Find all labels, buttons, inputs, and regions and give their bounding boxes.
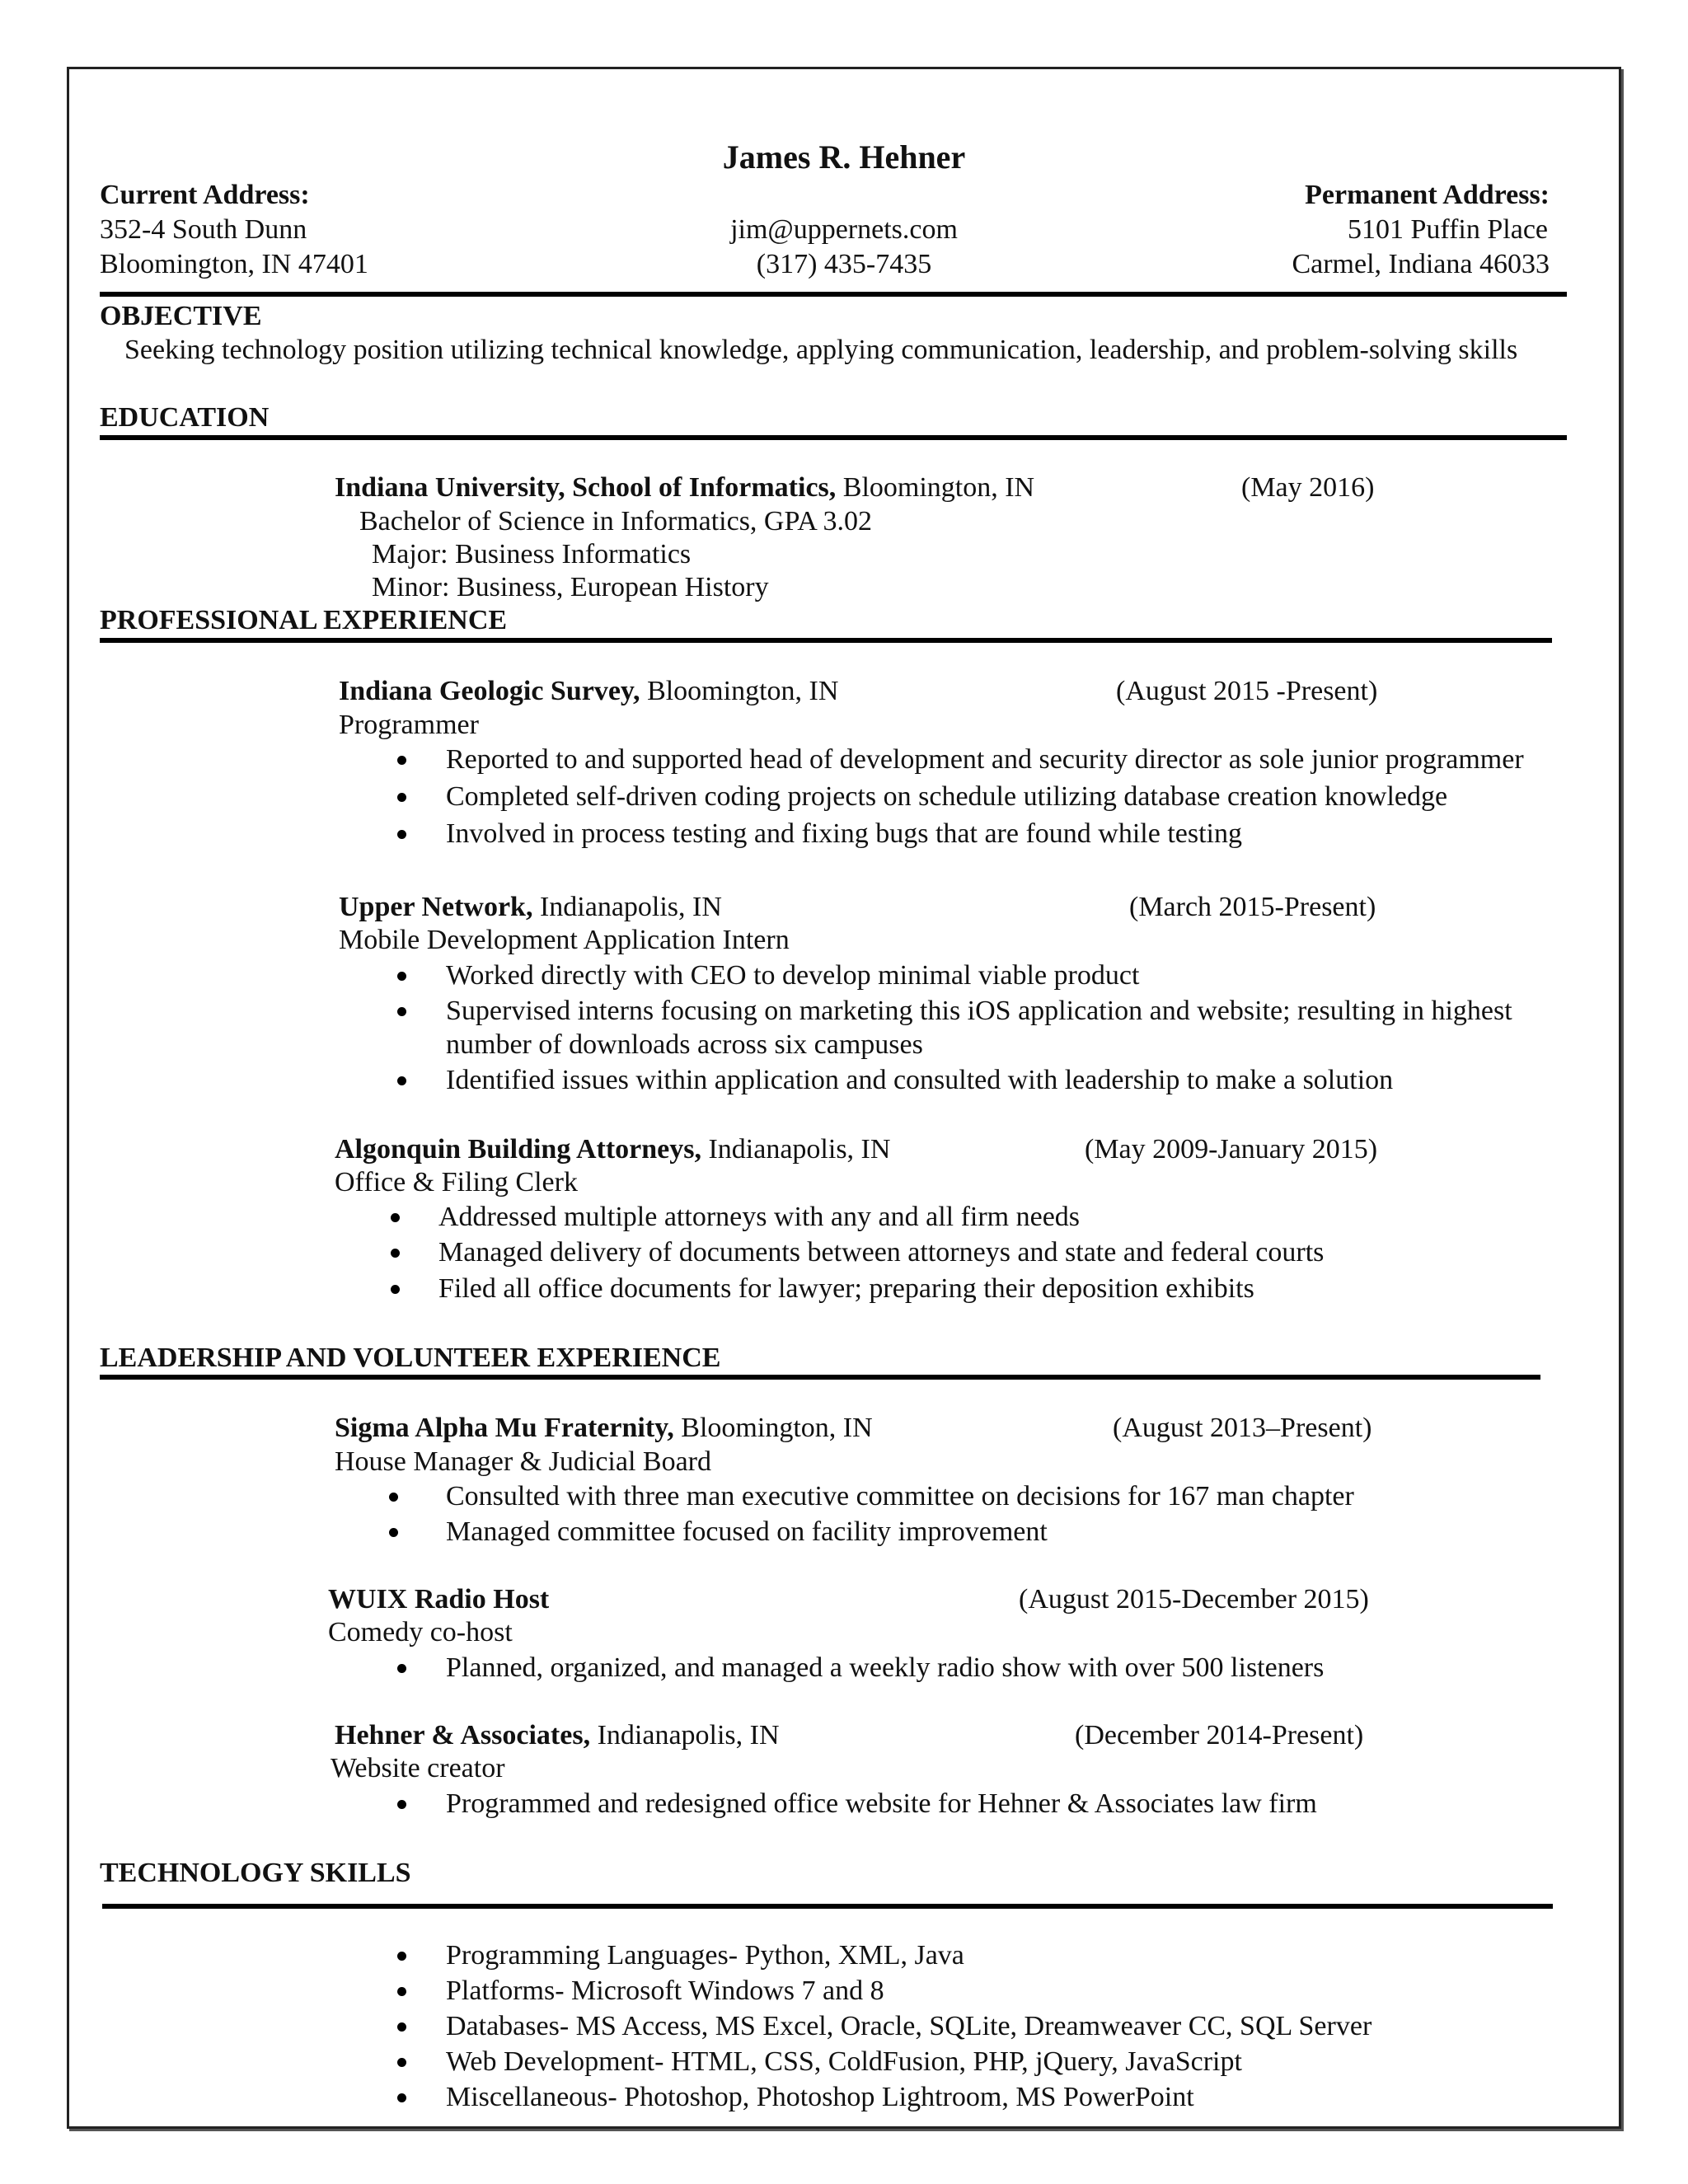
leadership-role: Comedy co-host	[328, 1617, 513, 1647]
job-bullet: Addressed multiple attorneys with any and all firm needs	[438, 1202, 1081, 1232]
bullet-icon	[397, 1800, 406, 1809]
permanent-address-line1: 5101 Puffin Place	[1347, 214, 1548, 245]
professional-rule	[100, 638, 1552, 643]
leadership-title-line	[335, 1719, 780, 1752]
job-org: Algonquin Building Attorneys,	[335, 1134, 701, 1165]
education-school-line	[335, 471, 1034, 504]
skill-item: Miscellaneous- Photoshop, Photoshop Lightroom, MS PowerPoint	[446, 2082, 1194, 2112]
bullet-icon	[391, 1213, 400, 1222]
job-title-line	[335, 1133, 890, 1166]
bullet-icon	[391, 1285, 400, 1294]
permanent-address-line2: Carmel, Indiana 46033	[1292, 249, 1550, 279]
job-bullet: Managed delivery of documents between attorneys and state and federal courts	[438, 1237, 1325, 1268]
job-role: Programmer	[339, 710, 479, 740]
leadership-org: Sigma Alpha Mu Fraternity,	[335, 1413, 674, 1443]
bullet-icon	[397, 972, 406, 981]
bullet-icon	[397, 1952, 406, 1961]
leadership-role: House Manager & Judicial Board	[335, 1446, 711, 1477]
leadership-title-line	[335, 1412, 873, 1445]
bullet-icon	[397, 1664, 406, 1673]
job-bullet: Worked directly with CEO to develop minimal viable product	[446, 960, 1140, 991]
candidate-name: James R. Hehner	[722, 138, 966, 176]
job-bullet: Involved in process testing and fixing bugs that are found while testing	[446, 818, 1242, 849]
bullet-icon	[397, 2022, 406, 2032]
bullet-icon	[397, 793, 406, 802]
current-address-line1: 352-4 South Dunn	[100, 214, 307, 245]
job-org: Indiana Geologic Survey,	[339, 676, 640, 706]
leadership-location: Indianapolis, IN	[590, 1720, 780, 1750]
skill-item: Databases- MS Access, MS Excel, Oracle, SQLite, Dreamweaver CC, SQL Server	[446, 2011, 1372, 2041]
objective-heading: OBJECTIVE	[100, 301, 262, 331]
leadership-location: Bloomington, IN	[673, 1413, 873, 1443]
leadership-bullet: Planned, organized, and managed a weekly radio show with over 500 listeners	[446, 1652, 1325, 1683]
bullet-icon	[397, 1007, 406, 1016]
bullet-icon	[397, 1987, 406, 1996]
school-name: Indiana University, School of Informatics,	[335, 472, 837, 503]
leadership-bullet: Managed committee focused on facility improvement	[446, 1516, 1048, 1547]
job-role: Office & Filing Clerk	[335, 1167, 578, 1197]
education-heading: EDUCATION	[100, 402, 270, 433]
job-title-line	[339, 675, 838, 708]
bullet-icon	[397, 830, 406, 839]
job-date: (May 2009-January 2015)	[1085, 1134, 1378, 1165]
skill-item: Programming Languages- Python, XML, Java	[446, 1940, 964, 1971]
skills-heading: TECHNOLOGY SKILLS	[100, 1858, 411, 1888]
job-bullet: Identified issues within application and consulted with leadership to make a solution	[446, 1065, 1394, 1095]
education-minor: Minor: Business, European History	[372, 572, 769, 602]
leadership-heading: LEADERSHIP AND VOLUNTEER EXPERIENCE	[100, 1343, 721, 1373]
job-date: (August 2015 -Present)	[1116, 676, 1378, 706]
permanent-address-label: Permanent Address:	[1305, 180, 1550, 210]
skill-item: Platforms- Microsoft Windows 7 and 8	[446, 1975, 884, 2006]
education-date: (May 2016)	[1241, 472, 1375, 503]
job-title-line	[339, 891, 722, 924]
leadership-date: (December 2014-Present)	[1075, 1720, 1364, 1750]
current-address-label: Current Address:	[100, 180, 310, 210]
job-location: Indianapolis, IN	[532, 892, 722, 922]
professional-heading: PROFESSIONAL EXPERIENCE	[100, 605, 508, 635]
bullet-icon	[397, 756, 406, 765]
education-degree: Bachelor of Science in Informatics, GPA 3.02	[359, 506, 872, 537]
skills-rule	[102, 1904, 1553, 1909]
leadership-org: Hehner & Associates,	[335, 1720, 591, 1750]
school-location: Bloomington, IN	[836, 472, 1035, 503]
email[interactable]: jim@uppernets.com	[730, 214, 958, 245]
bullet-icon	[391, 1249, 400, 1258]
leadership-date: (August 2013–Present)	[1113, 1413, 1372, 1443]
bullet-icon	[397, 2058, 406, 2067]
objective-text: Seeking technology position utilizing technical knowledge, applying communication, leadership, and problem-solving skills	[124, 335, 1518, 365]
leadership-bullet: Programmed and redesigned office website for Hehner & Associates law firm	[446, 1788, 1317, 1819]
job-bullet: Completed self-driven coding projects on schedule utilizing database creation knowledge	[446, 781, 1448, 812]
leadership-org: WUIX Radio Host	[328, 1584, 550, 1615]
education-major: Major: Business Informatics	[372, 539, 692, 569]
leadership-rule	[100, 1375, 1540, 1380]
bullet-icon	[397, 2093, 406, 2102]
job-bullet: Reported to and supported head of development and security director as sole junior programmer	[446, 744, 1524, 775]
job-location: Indianapolis, IN	[701, 1134, 891, 1165]
header-rule	[100, 292, 1567, 297]
job-location: Bloomington, IN	[640, 676, 839, 706]
education-rule	[100, 435, 1567, 440]
job-role: Mobile Development Application Intern	[339, 925, 790, 955]
job-org: Upper Network,	[339, 892, 533, 922]
job-bullet-continuation: number of downloads across six campuses	[446, 1029, 923, 1060]
bullet-icon	[389, 1493, 398, 1502]
bullet-icon	[397, 1076, 406, 1085]
current-address-line2: Bloomington, IN 47401	[100, 249, 368, 279]
leadership-role: Website creator	[331, 1753, 505, 1783]
leadership-bullet: Consulted with three man executive committee on decisions for 167 man chapter	[446, 1481, 1354, 1511]
job-bullet: Filed all office documents for lawyer; preparing their deposition exhibits	[438, 1273, 1254, 1304]
bullet-icon	[389, 1528, 398, 1537]
phone: (317) 435-7435	[756, 249, 932, 279]
skill-item: Web Development- HTML, CSS, ColdFusion, PHP, jQuery, JavaScript	[446, 2046, 1242, 2077]
leadership-date: (August 2015-December 2015)	[1019, 1584, 1369, 1615]
job-bullet: Supervised interns focusing on marketing this iOS application and website; resulting in highest	[446, 996, 1512, 1026]
job-date: (March 2015-Present)	[1129, 892, 1376, 922]
